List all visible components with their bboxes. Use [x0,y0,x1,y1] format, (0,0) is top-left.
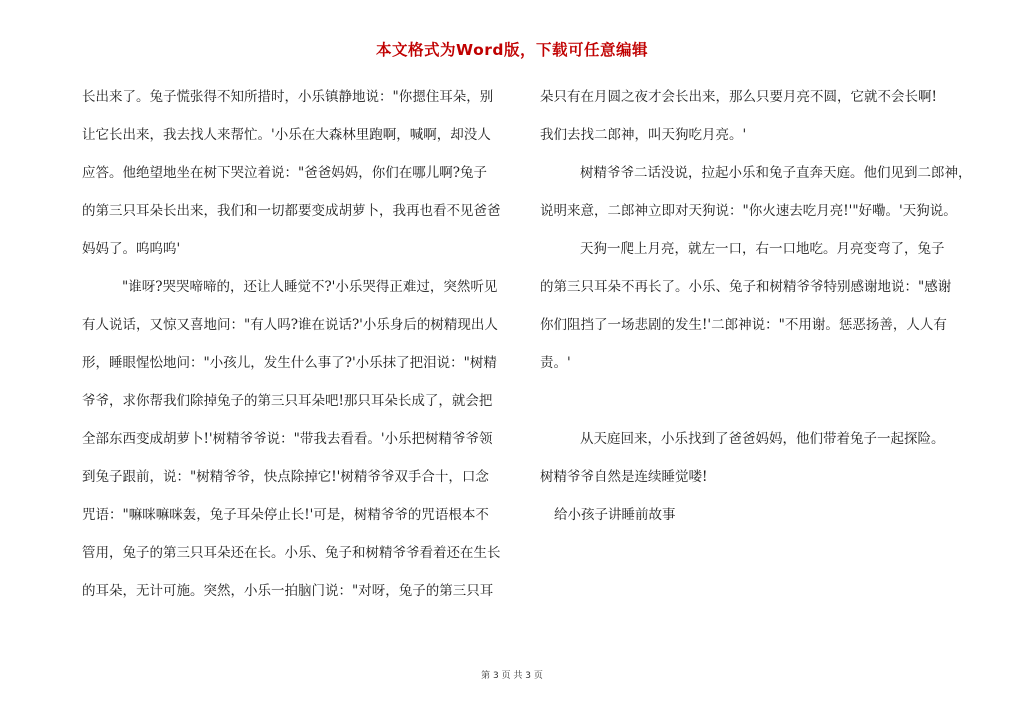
text-line: 说明来意，二郎神立即对天狗说："你火速去吃月亮!'"好嘞。'天狗说。 [540,203,957,219]
blank-line [540,382,972,420]
text-line: 的第三只耳朵长出来，我们和一切都要变成胡萝卜，我再也看不见爸爸 [82,203,501,219]
page-number: 第 3 页 共 3 页 [481,671,543,681]
text-line: 责。' [540,355,571,371]
text-line: 长出来了。兔子慌张得不知所措时，小乐镇静地说："你摁住耳朵，别 [82,89,494,105]
text-line: 应答。他绝望地坐在树下哭泣着说："爸爸妈妈，你们在哪儿啊?兔子 [82,165,487,181]
text-line: 朵只有在月圆之夜才会长出来，那么只要月亮不圆，它就不会长啊! [540,89,937,105]
right-text-column [540,78,972,534]
text-line: 从天庭回来，小乐找到了爸爸妈妈，他们带着兔子一起探险。 [580,431,945,447]
text-line: 全部东西变成胡萝卜!'树精爷爷说："带我去看看。'小乐把树精爷爷领 [82,431,493,447]
text-line: 让它长出来，我去找人来帮忙。'小乐在大森林里跑啊，喊啊，却没人 [82,127,491,143]
text-line: 到兔子跟前，说："树精爷爷，快点除掉它!'树精爷爷双手合十，口念 [82,469,489,485]
text-line: 我们去找二郎神，叫天狗吃月亮。' [540,127,747,143]
text-line: 天狗一爬上月亮，就左一口，右一口地吃。月亮变弯了，兔子 [580,241,945,257]
text-line: 的耳朵，无计可施。突然，小乐一拍脑门说："对呀，兔子的第三只耳 [82,583,494,599]
text-line: 有人说话，又惊又喜地问："有人吗?谁在说话?'小乐身后的树精现出人 [82,317,498,333]
text-line: 树精爷爷二话没说，拉起小乐和兔子直奔天庭。他们见到二郎神， [580,165,972,181]
text-line: 爷爷，求你帮我们除掉兔子的第三只耳朵吧!那只耳朵长成了，就会把 [82,393,493,409]
text-line: 的第三只耳朵不再长了。小乐、兔子和树精爷爷特别感谢地说："感谢 [540,279,952,295]
text-line: 树精爷爷自然是连续睡觉喽! [540,469,708,485]
text-line: 形，睡眼惺忪地问："小孩儿，发生什么事了?'小乐抹了把泪说："树精 [82,355,497,371]
text-line: 咒语："嘛咪嘛咪轰，兔子耳朵停止长!'可是，树精爷爷的咒语根本不 [82,507,489,523]
document-header: 本文格式为Word版，下载可任意编辑 [376,41,648,59]
text-line: "谁呀?哭哭啼啼的，还让人睡觉不?'小乐哭得正难过，突然听见 [122,279,498,295]
text-line: 妈妈了。呜呜呜' [82,241,181,257]
text-line: 管用，兔子的第三只耳朵还在长。小乐、兔子和树精爷爷看着还在生长 [82,545,501,561]
section-caption: 给小孩子讲睡前故事 [554,507,676,523]
text-line: 你们阻挡了一场悲剧的发生!'二郎神说："不用谢。惩恶扬善，人人有 [540,317,947,333]
left-text-column [82,78,504,610]
